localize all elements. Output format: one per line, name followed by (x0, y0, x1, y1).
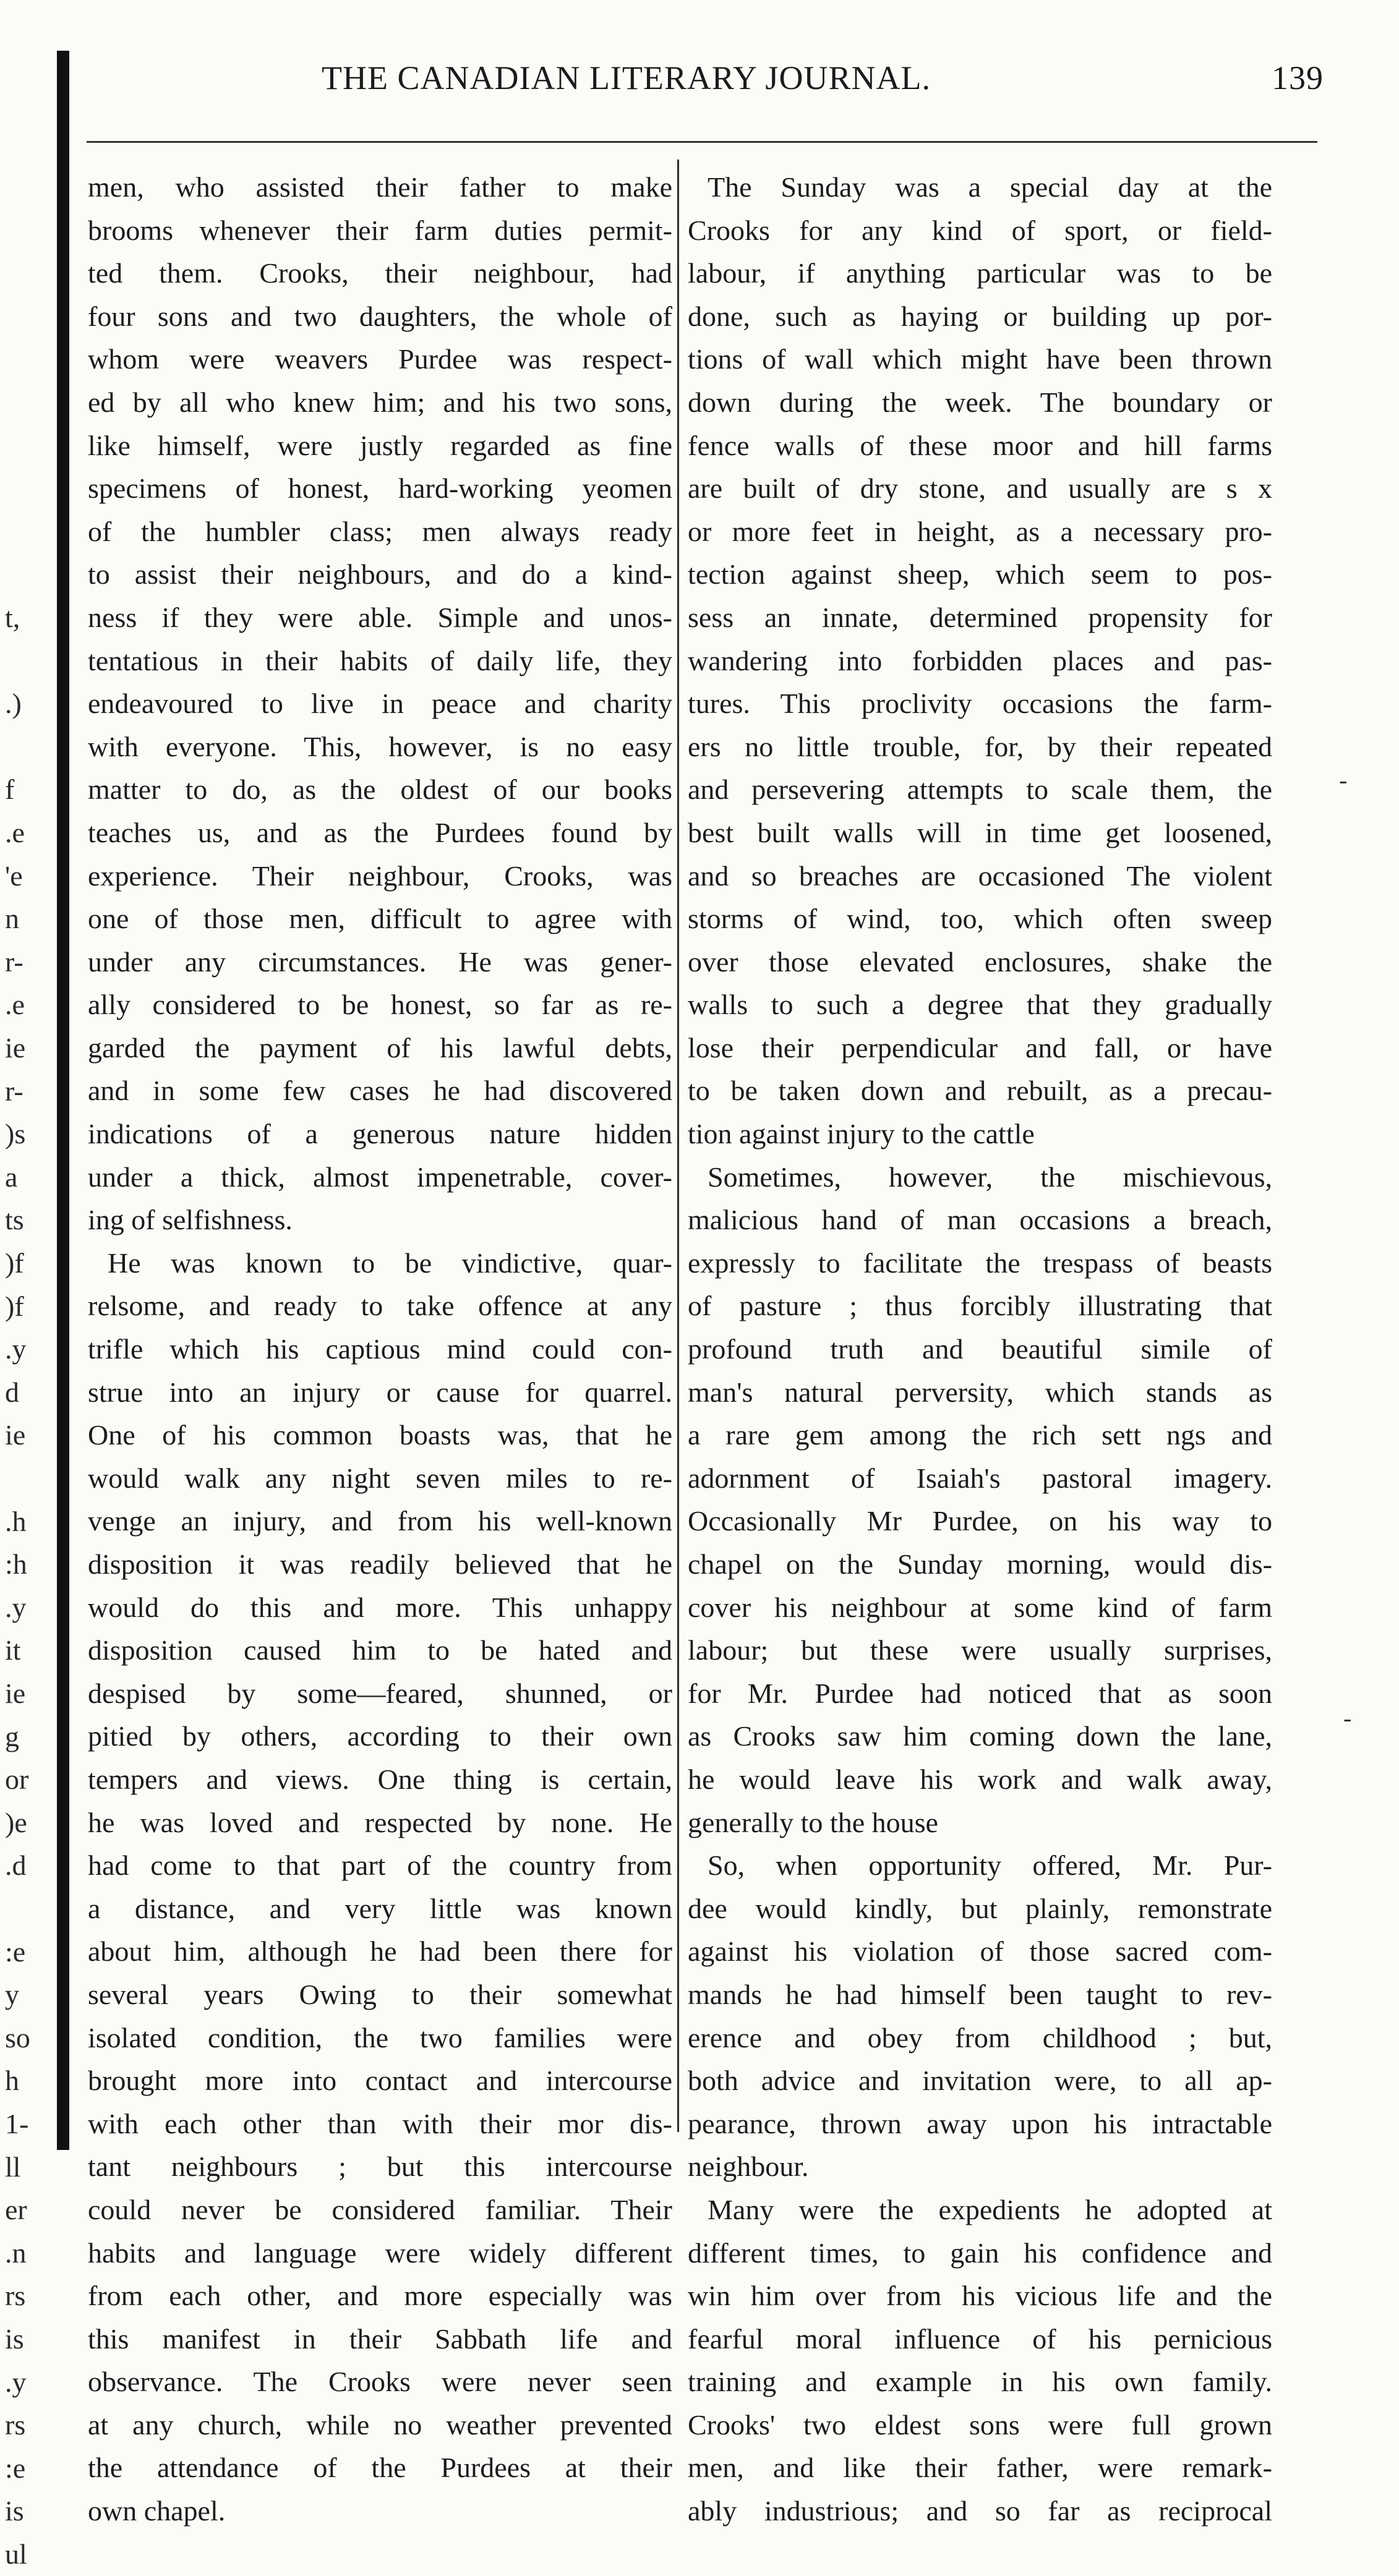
text-line: to be taken down and rebuilt, as a precau- (688, 1075, 1272, 1107)
text-line: over those elevated enclosures, shake the (688, 945, 1272, 978)
text-line: isolated condition, the two families were (88, 2021, 672, 2054)
text-line: ers no little trouble, for, by their repeated (688, 730, 1272, 762)
text-line: brought more into contact and intercourse (88, 2065, 672, 2097)
text-line: under any circumstances. He was gener- (88, 945, 672, 978)
text-line: walls to such a degree that they gradually (688, 989, 1272, 1021)
text-line: disposition it was readily believed that he (88, 1548, 672, 1580)
text-line: and so breaches are occasioned The violent (688, 859, 1272, 892)
text-line: indications of a generous nature hidden (88, 1118, 672, 1150)
text-line: ably industrious; and so far as reciprocal (688, 2495, 1272, 2527)
text-line: both advice and invitation were, to all ap- (688, 2065, 1272, 2097)
text-line: strue into an injury or cause for quarrel. (88, 1376, 672, 1408)
margin-fragment: )f (5, 1247, 24, 1279)
text-line: matter to do, as the oldest of our books (88, 774, 672, 806)
running-header (322, 59, 1324, 108)
text-line: malicious hand of man occasions a breach, (688, 1204, 1272, 1236)
text-line: He was known to be vindictive, quar- (108, 1247, 672, 1279)
text-line: had come to that part of the country from (88, 1849, 672, 1882)
text-line: at any church, while no weather prevented (88, 2408, 672, 2441)
text-line: one of those men, difficult to agree with (88, 903, 672, 935)
text-line: despised by some—feared, shunned, or (88, 1677, 672, 1709)
margin-fragment: is (5, 2495, 24, 2527)
text-line: sess an innate, determined propensity for (688, 601, 1272, 633)
text-line: down during the week. The boundary or (688, 386, 1272, 418)
text-line: tion against injury to the cattle (688, 1118, 1035, 1150)
margin-fragment: n (5, 903, 19, 935)
margin-fragment: ie (5, 1419, 26, 1451)
margin-fragment: .) (5, 688, 22, 720)
header-rule (87, 141, 1317, 143)
text-line: tant neighbours ; but this intercourse (88, 2151, 672, 2183)
margin-fragment: er (5, 2194, 27, 2226)
margin-fragment: rs (5, 2409, 26, 2441)
text-line: from each other, and more especially was (88, 2280, 672, 2312)
text-line: this manifest in their Sabbath life and (88, 2322, 672, 2355)
text-line: Crooks for any kind of sport, or field- (688, 214, 1272, 246)
text-line: fearful moral influence of his pernicious (688, 2322, 1272, 2355)
text-line: ness if they were able. Simple and unos- (88, 601, 672, 633)
margin-fragment: .e (5, 817, 25, 848)
text-line: own chapel. (88, 2495, 226, 2527)
text-line: several years Owing to their somewhat (88, 1978, 672, 2010)
margin-fragment: .h (5, 1505, 27, 1537)
text-line: dee would kindly, but plainly, remonstrate (688, 1892, 1272, 1924)
text-line: for Mr. Purdee had noticed that as soon (688, 1677, 1272, 1709)
text-line: profound truth and beautiful simile of (688, 1333, 1272, 1365)
text-line: under a thick, almost impenetrable, cover- (88, 1161, 672, 1193)
text-line: generally to the house (688, 1806, 938, 1838)
text-line: man's natural perversity, which stands as (688, 1376, 1272, 1408)
margin-fragment: )s (5, 1118, 26, 1150)
margin-dash-mark: - (1339, 766, 1348, 794)
text-line: observance. The Crooks were never seen (88, 2366, 672, 2398)
text-line: Sometimes, however, the mischievous, (708, 1161, 1272, 1193)
margin-fragment: f (5, 774, 15, 806)
text-line: he would leave his work and walk away, (688, 1763, 1272, 1795)
text-line: different times, to gain his confidence and (688, 2237, 1272, 2269)
margin-fragment: :h (5, 1548, 27, 1580)
text-line: with each other than with their mor dis- (88, 2107, 672, 2139)
margin-fragment: so (5, 2021, 30, 2054)
text-line: neighbour. (688, 2151, 809, 2183)
margin-fragment: is (5, 2323, 24, 2355)
text-line: expressly to facilitate the trespass of beasts (688, 1247, 1272, 1279)
text-line: erence and obey from childhood ; but, (688, 2021, 1272, 2054)
text-line: labour, if anything particular was to be (688, 257, 1272, 289)
text-line: storms of wind, too, which often sweep (688, 903, 1272, 935)
text-line: a distance, and very little was known (88, 1892, 672, 1924)
text-line: or more feet in height, as a necessary pro- (688, 515, 1272, 547)
text-line: mands he had himself been taught to rev- (688, 1978, 1272, 2010)
text-line: of pasture ; thus forcibly illustrating that (688, 1290, 1272, 1322)
margin-fragment: d (5, 1376, 19, 1408)
margin-fragment: ts (5, 1204, 24, 1236)
text-line: pitied by others, according to their own (88, 1720, 672, 1752)
text-line: the attendance of the Purdees at their (88, 2452, 672, 2484)
text-line: pearance, thrown away upon his intractable (688, 2107, 1272, 2139)
margin-fragment: r- (5, 1075, 24, 1107)
text-line: brooms whenever their farm duties permit- (88, 214, 672, 246)
margin-fragment: .y (5, 2366, 27, 2398)
text-line: best built walls will in time get loosened, (688, 816, 1272, 848)
text-line: would do this and more. This unhappy (88, 1591, 672, 1623)
text-line: chapel on the Sunday morning, would dis- (688, 1548, 1272, 1580)
margin-fragment: .e (5, 989, 25, 1021)
text-line: cover his neighbour at some kind of farm (688, 1591, 1272, 1623)
margin-fragment: h (5, 2065, 19, 2097)
text-line: as Crooks saw him coming down the lane, (688, 1720, 1272, 1752)
right-column (688, 166, 1272, 2533)
text-line: Crooks' two eldest sons were full grown (688, 2408, 1272, 2441)
margin-fragment: g (5, 1720, 19, 1752)
column-divider (677, 160, 679, 2132)
text-line: to assist their neighbours, and do a kind- (88, 558, 672, 591)
text-line: about him, although he had been there for (88, 1935, 672, 1968)
page-spine-shadow (57, 51, 69, 2150)
text-line: habits and language were widely different (88, 2237, 672, 2269)
text-line: men, who assisted their father to make (88, 171, 672, 203)
margin-fragment: .y (5, 1333, 27, 1365)
margin-fragment: 'e (5, 859, 23, 892)
text-line: tection against sheep, which seem to pos- (688, 558, 1272, 591)
margin-fragment: ul (5, 2538, 27, 2570)
text-line: venge an injury, and from his well-known (88, 1505, 672, 1537)
text-line: would walk any night seven miles to re- (88, 1462, 672, 1494)
text-line: win him over from his vicious life and the (688, 2280, 1272, 2312)
margin-fragment: ll (5, 2151, 21, 2183)
margin-fragment: :e (5, 1935, 26, 1968)
text-line: labour; but these were usually surprises, (688, 1634, 1272, 1666)
text-line: he was loved and respected by none. He (88, 1806, 672, 1838)
text-line: and in some few cases he had discovered (88, 1075, 672, 1107)
text-line: garded the payment of his lawful debts, (88, 1031, 672, 1064)
text-line: ed by all who knew him; and his two sons, (88, 386, 672, 418)
text-line: tures. This proclivity occasions the farm- (688, 688, 1272, 720)
margin-fragment: or (5, 1764, 29, 1796)
text-line: like himself, were justly regarded as fine (88, 429, 672, 461)
text-line: four sons and two daughters, the whole of (88, 300, 672, 332)
text-line: wandering into forbidden places and pas- (688, 644, 1272, 676)
margin-fragment: r- (5, 945, 24, 978)
text-line: could never be considered familiar. Their (88, 2193, 672, 2225)
text-line: ing of selfishness. (88, 1204, 293, 1236)
text-line: whom were weavers Purdee was respect- (88, 343, 672, 375)
margin-fragment: :e (5, 2452, 26, 2484)
margin-fragment: .n (5, 2237, 27, 2269)
text-line: of the humbler class; men always ready (88, 515, 672, 547)
text-line: a rare gem among the rich sett ngs and (688, 1419, 1272, 1451)
text-line: teaches us, and as the Purdees found by (88, 816, 672, 848)
margin-fragment: 1- (5, 2108, 29, 2139)
text-line: training and example in his own family. (688, 2366, 1272, 2398)
margin-fragment: .y (5, 1591, 27, 1623)
text-line: relsome, and ready to take offence at any (88, 1290, 672, 1322)
margin-fragment: ie (5, 1032, 26, 1064)
text-line: ally considered to be honest, so far as re- (88, 989, 672, 1021)
margin-fragment: rs (5, 2280, 26, 2312)
margin-fragment: it (5, 1634, 21, 1666)
text-line: done, such as haying or building up por- (688, 300, 1272, 332)
text-line: against his violation of those sacred com- (688, 1935, 1272, 1968)
text-line: tempers and views. One thing is certain, (88, 1763, 672, 1795)
text-line: disposition caused him to be hated and (88, 1634, 672, 1666)
margin-fragment: ie (5, 1678, 26, 1709)
text-line: experience. Their neighbour, Crooks, was (88, 859, 672, 892)
margin-tick-mark: - (1343, 1704, 1352, 1732)
text-line: endeavoured to live in peace and charity (88, 688, 672, 720)
page-number: 139 (1272, 59, 1324, 96)
text-line: One of his common boasts was, that he (88, 1419, 672, 1451)
text-line: are built of dry stone, and usually are s x (688, 472, 1272, 505)
text-line: tions of wall which might have been thrown (688, 343, 1272, 375)
margin-fragment: )e (5, 1806, 27, 1838)
text-line: and persevering attempts to scale them, the (688, 774, 1272, 806)
margin-fragment: )f (5, 1290, 24, 1322)
text-line: Occasionally Mr Purdee, on his way to (688, 1505, 1272, 1537)
text-line: The Sunday was a special day at the (708, 171, 1272, 203)
text-line: tentatious in their habits of daily life, they (88, 644, 672, 676)
journal-title: THE CANADIAN LITERARY JOURNAL. (322, 59, 931, 96)
margin-fragment: .d (5, 1849, 27, 1882)
text-line: specimens of honest, hard-working yeomen (88, 472, 672, 505)
text-line: men, and like their father, were remark- (688, 2452, 1272, 2484)
text-line: trifle which his captious mind could con- (88, 1333, 672, 1365)
text-line: Many were the expedients he adopted at (708, 2193, 1272, 2225)
left-column (88, 166, 672, 2533)
margin-fragment: a (5, 1161, 18, 1193)
text-line: ted them. Crooks, their neighbour, had (88, 257, 672, 289)
text-line: with everyone. This, however, is no easy (88, 730, 672, 762)
text-line: So, when opportunity offered, Mr. Pur- (708, 1849, 1272, 1882)
margin-fragment: t, (5, 602, 20, 633)
text-line: fence walls of these moor and hill farms (688, 429, 1272, 461)
margin-fragment: y (5, 1979, 19, 2011)
text-line: lose their perpendicular and fall, or have (688, 1031, 1272, 1064)
text-line: adornment of Isaiah's pastoral imagery. (688, 1462, 1272, 1494)
